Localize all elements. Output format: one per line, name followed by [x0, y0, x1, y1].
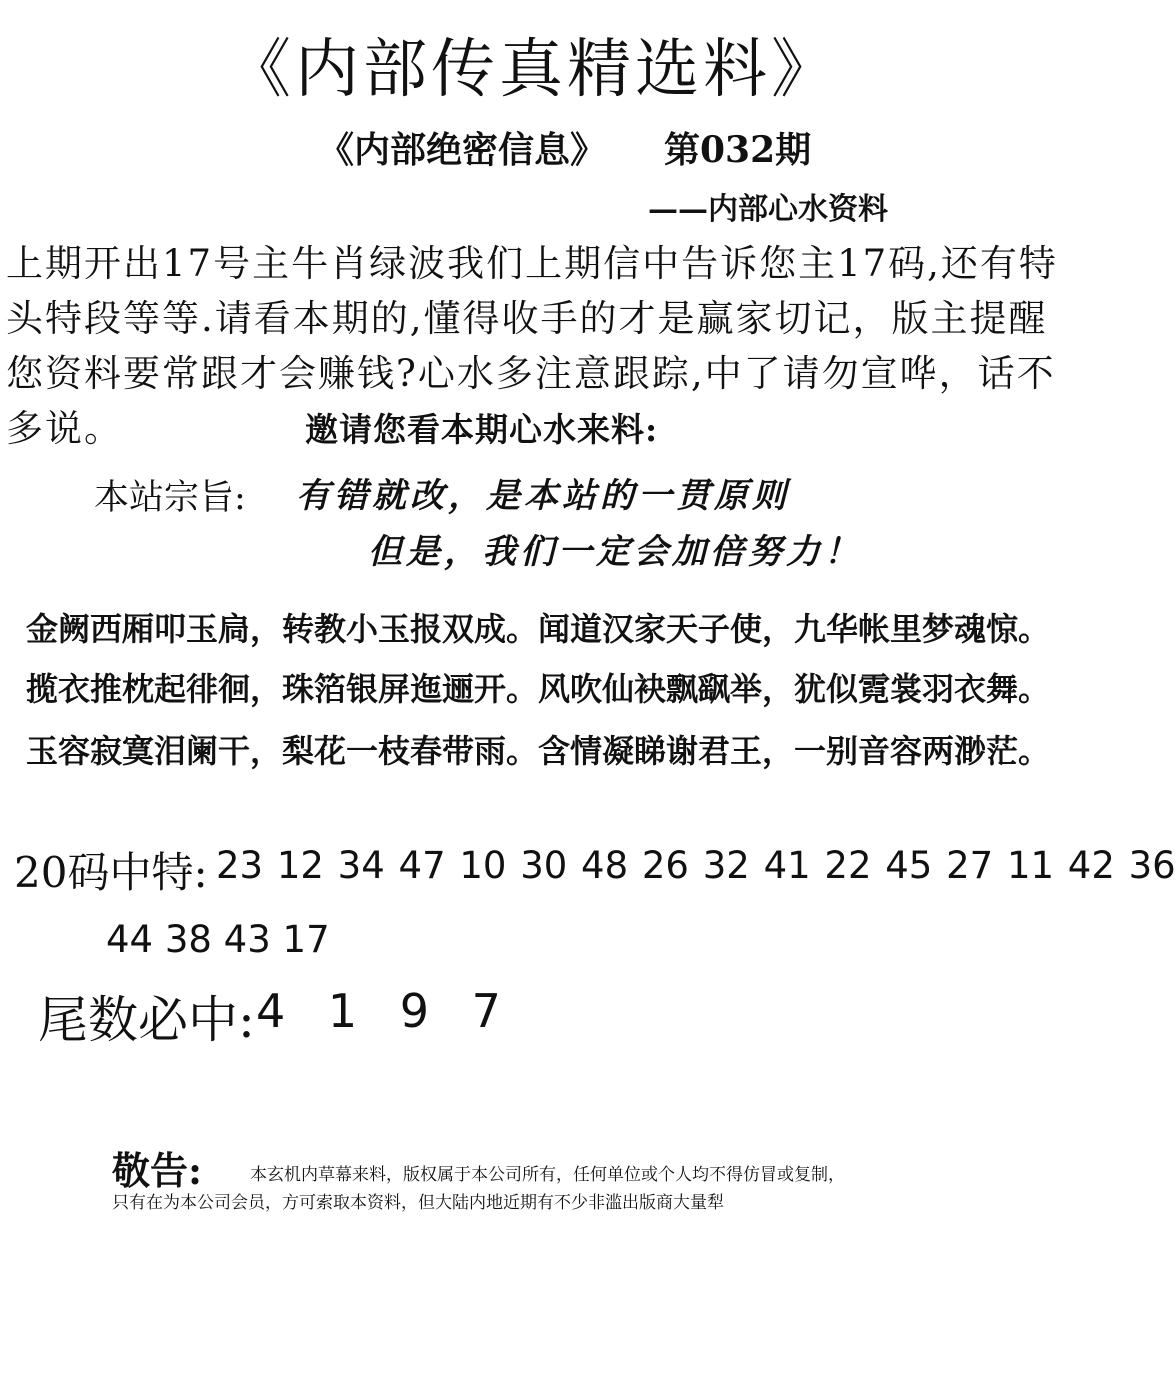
issue-number: 第032期: [664, 129, 812, 171]
tail-label: 尾数必中:: [38, 991, 255, 1049]
intro-paragraph: [6, 236, 1066, 457]
numbers-label: 20码中特:: [14, 848, 208, 897]
motto-label: 本站宗旨:: [94, 478, 246, 518]
notice-line-2: 只有在为本公司会员，方可索取本资料，但大陆内地近期有不少非滥出版商大量犁: [112, 1193, 724, 1213]
notice-label: 敬告:: [112, 1148, 203, 1193]
intro-line: 头特段等等.请看本期的,懂得收手的才是赢家切记，版主提醒: [6, 297, 1048, 340]
intro-line: 上期开出17号主牛肖绿波我们上期信中告诉您主17码,还有特: [6, 242, 1058, 285]
source-note: ——内部心水资料: [648, 192, 888, 227]
numbers-line-1: 23 12 34 47 10 30 48 26 32 41 22 45 27 11 42 36: [216, 844, 1176, 887]
subtitle: 《内部绝密信息》: [318, 129, 607, 171]
motto-line-2: 但是，我们一定会加倍努力！: [368, 532, 862, 572]
poem-line: 玉容寂寞泪阑干，梨花一枝春带雨。含情凝睇谢君王，一别音容两渺茫。: [26, 732, 1051, 770]
poem-line: 金阙西厢叩玉扃，转教小玉报双成。闻道汉家天子使，九华帐里梦魂惊。: [26, 610, 1051, 648]
intro-line: 多说。: [6, 407, 123, 450]
notice-line-1: 本玄机内草幕来料，版权属于本公司所有，任何单位或个人均不得仿冒或复制，: [250, 1165, 845, 1185]
page-title: 《内部传真精选料》: [227, 33, 839, 107]
intro-line: 您资料要常跟才会赚钱?心水多注意跟踪,中了请勿宣哗，话不: [6, 352, 1056, 395]
intro-line-last: [6, 401, 1066, 457]
tail-digits: 4 1 9 7: [256, 984, 501, 1038]
numbers-line-2: 44 38 43 17: [106, 918, 330, 961]
poem-line: 揽衣推枕起徘徊，珠箔银屏迤逦开。风吹仙袂飘飖举，犹似霓裳羽衣舞。: [26, 670, 1051, 708]
invite-text: 邀请您看本期心水来料:: [305, 410, 659, 449]
motto-line-1: 有错就改，是本站的一贯原则: [296, 476, 790, 516]
